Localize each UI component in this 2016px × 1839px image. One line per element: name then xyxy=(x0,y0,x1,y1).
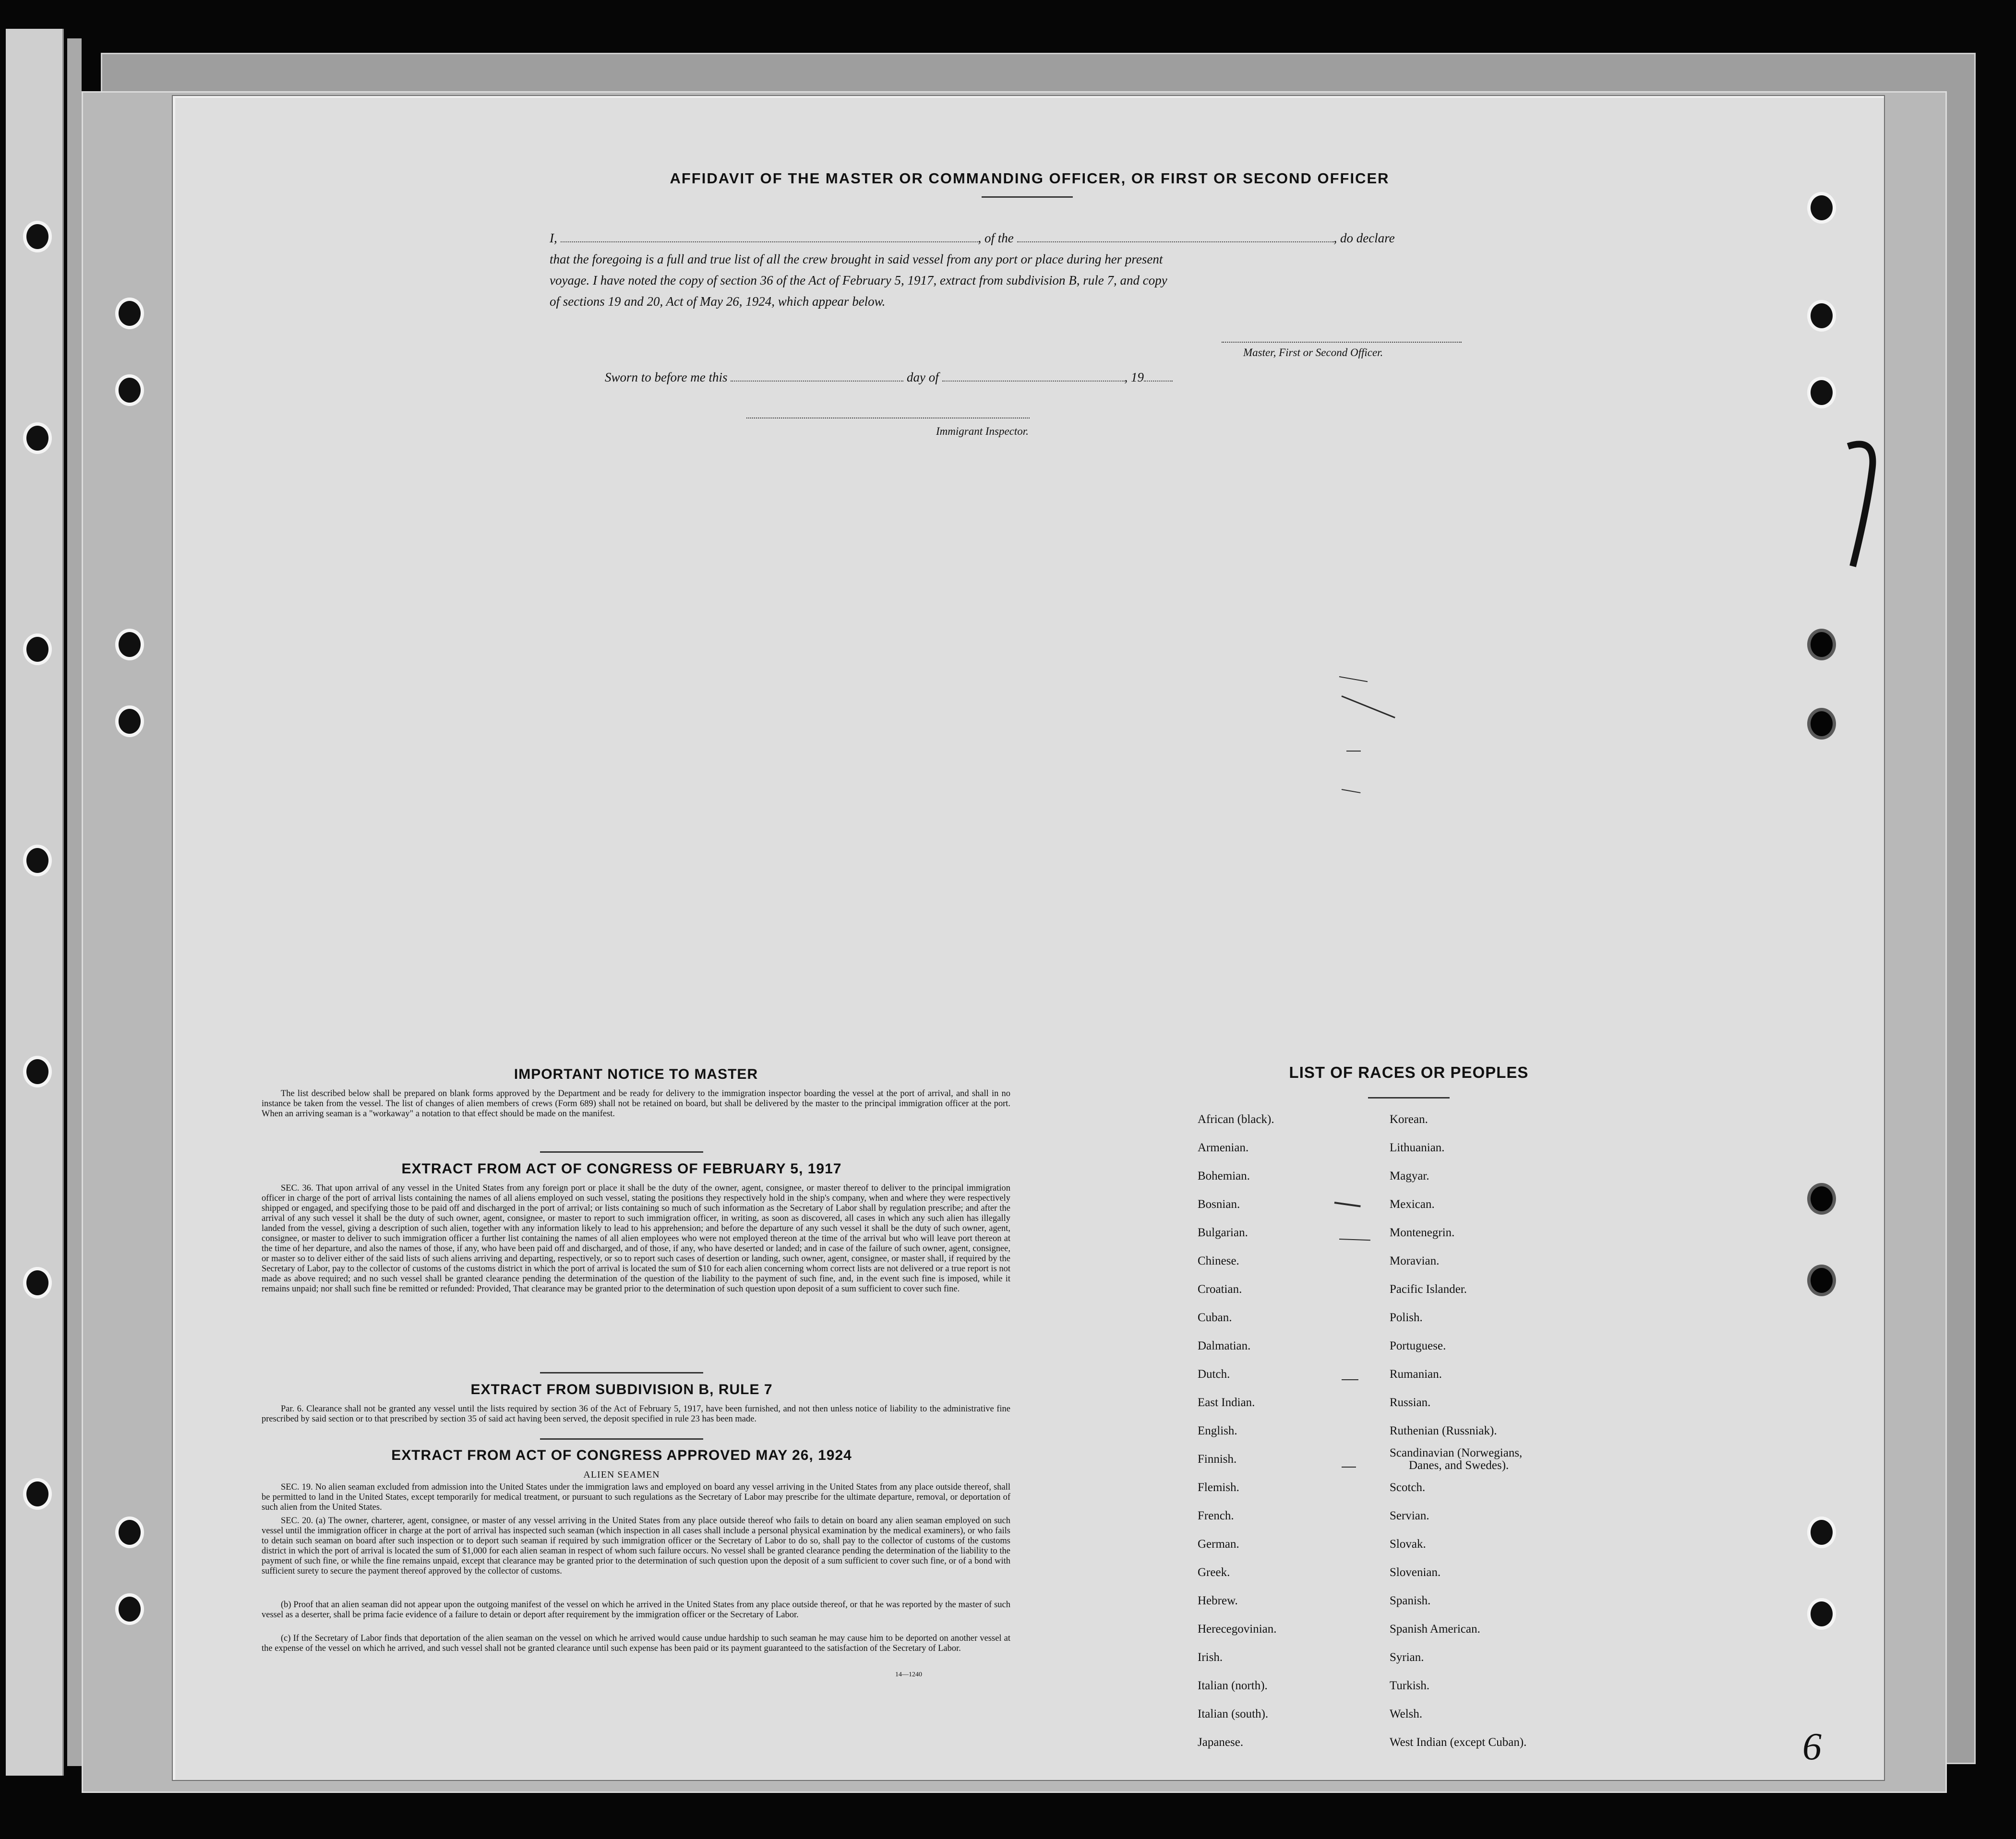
manifest-page xyxy=(173,96,1884,1780)
race-item: Herecegovinian. xyxy=(1198,1623,1277,1636)
race-item-label: Russian. xyxy=(1390,1396,1431,1409)
race-item xyxy=(1390,1170,1429,1183)
race-item xyxy=(1390,1481,1425,1494)
binder-hole xyxy=(1807,708,1836,740)
race-item: Irish. xyxy=(1198,1651,1223,1664)
page-number: 6 xyxy=(1802,1726,1822,1768)
race-item: Greek. xyxy=(1198,1566,1230,1579)
race-item-label: Mexican. xyxy=(1390,1198,1435,1211)
race-item xyxy=(1390,1708,1422,1721)
race-item: African (black). xyxy=(1198,1113,1274,1126)
race-item xyxy=(1390,1679,1429,1693)
pen-mark xyxy=(1341,695,1395,718)
binder-strip xyxy=(6,29,64,1776)
rule-7-body: Par. 6. Clearance shall not be granted any vessel until the lists required by section 36 of the Act of February 5, 1917, have been furnished, and not then unless notice of liability to the administrative fine prescribed by said section or to that prescribed by section 35 of said act having been served, the deposit specified in rule 23 has been made. xyxy=(262,1404,1010,1424)
handwritten-bracket xyxy=(1843,432,1901,585)
race-item xyxy=(1390,1141,1445,1155)
pen-mark xyxy=(1342,789,1361,793)
race-item xyxy=(1390,1538,1426,1551)
race-item xyxy=(1390,1254,1439,1268)
notice-rule xyxy=(540,1151,703,1153)
pen-mark xyxy=(1342,1467,1356,1468)
binder-hole xyxy=(23,221,52,252)
race-item-label: Spanish American. xyxy=(1390,1623,1480,1636)
race-item-label: Portuguese. xyxy=(1390,1339,1446,1352)
race-item xyxy=(1390,1198,1435,1211)
pen-mark xyxy=(1342,1379,1358,1380)
race-item-label: Scandinavian (Norwegians, xyxy=(1390,1446,1523,1459)
vessel-blank[interactable] xyxy=(1017,229,1334,242)
sworn-line: Sworn to before me this day of , 19 xyxy=(605,367,1469,388)
race-item-label: Lithuanian. xyxy=(1390,1141,1445,1154)
pen-mark xyxy=(1339,1239,1370,1241)
race-item xyxy=(1390,1311,1423,1325)
race-item-label: Magyar. xyxy=(1390,1170,1429,1182)
race-item: Cuban. xyxy=(1198,1311,1232,1324)
race-item: Italian (north). xyxy=(1198,1679,1268,1692)
act-1924-sec20a: SEC. 20. (a) The owner, charterer, agent, consignee, or master of any vessel arriving in the United States from any place outside thereof who fails to detain on board any alien seaman employed on such vessel until the immigration officer in charge at the port of arrival has inspected such seaman (which inspection in all cases shall include a personal physical examination by the medical examiners), or who fails to detain such seaman on board after such inspection or to deport such seaman if required by such immigration officer or the Secretary of Labor to do so, shall pay to the collector of customs of the customs district in which the port of arrival is located the sum of $1,000 for each alien seaman in respect of whom such failure occurs. No vessel shall be granted clearance pending the determination of the liability to the payment of such fine, or while the fine remains unpaid, except that clearance may be granted prior to the determination of such question upon the deposit of a sum sufficient to cover such fine, or of a bond with sufficient surety to secure the payment thereof approved by the collector of customs. xyxy=(262,1516,1010,1576)
binder-hole xyxy=(115,298,144,329)
race-item-label: Servian. xyxy=(1390,1509,1429,1522)
binder-hole xyxy=(1807,1517,1836,1548)
act-1924-sec20b: (b) Proof that an alien seaman did not appear upon the outgoing manifest of the vessel on which he arrived in the United States from any place outside thereof, or that he was reported by the master of such vessel as a deserter, shall be prima facie evidence of a failure to detain or deport after requirement by the immigration officer or the Secretary of Labor. xyxy=(262,1600,1010,1620)
binder-hole xyxy=(115,1593,144,1625)
inspector-caption: Immigrant Inspector. xyxy=(936,425,1029,437)
notice-title: IMPORTANT NOTICE TO MASTER xyxy=(514,1066,758,1082)
race-item-label: Turkish. xyxy=(1390,1679,1430,1692)
binder-hole xyxy=(1807,377,1836,408)
race-item xyxy=(1390,1594,1430,1608)
act-1917-title: EXTRACT FROM ACT OF CONGRESS OF FEBRUARY 5, 1917 xyxy=(401,1161,842,1177)
affidavit-line-1: I, , of the , do declare xyxy=(550,227,1673,249)
race-item xyxy=(1390,1226,1454,1240)
races-title: LIST OF RACES OR PEOPLES xyxy=(1289,1063,1529,1081)
binder-hole xyxy=(23,633,52,665)
act-1924-sec19: SEC. 19. No alien seaman excluded from admission into the United States under the immigration laws and employed on board any vessel arriving in the United States from any place outside thereof, shall be permitted to land in the United States, except temporarily for medical treatment, or pursuant to such regulations as the Secretary of Labor may prescribe for the ultimate departure, removal, or deportation of such alien from the United States. xyxy=(262,1482,1010,1512)
race-item: English. xyxy=(1198,1424,1237,1437)
binder-hole xyxy=(115,1517,144,1548)
master-signature-line[interactable] xyxy=(1222,342,1462,343)
binder-hole xyxy=(1807,192,1836,224)
binder-hole xyxy=(115,629,144,660)
race-item-label: Moravian. xyxy=(1390,1254,1440,1267)
race-item xyxy=(1390,1447,1522,1472)
race-item xyxy=(1390,1566,1440,1579)
race-item: Dalmatian. xyxy=(1198,1339,1251,1352)
sworn-month-blank[interactable] xyxy=(942,368,1125,382)
race-item: Finnish. xyxy=(1198,1453,1237,1466)
title-rule xyxy=(982,196,1073,198)
race-item: East Indian. xyxy=(1198,1396,1255,1409)
rule-7-rule xyxy=(540,1438,703,1440)
race-item-label: Montenegrin. xyxy=(1390,1226,1455,1239)
affidavit-line-3: voyage. I have noted the copy of section 36 of the Act of February 5, 1917, extract from subdivision B, rule 7, and copy xyxy=(550,273,1167,287)
binder-hole xyxy=(1807,1183,1836,1215)
race-item xyxy=(1390,1623,1480,1636)
races-rule xyxy=(1368,1097,1450,1099)
act-1917-body: SEC. 36. That upon arrival of any vessel in the United States from any foreign port or place it shall be the duty of the owner, agent, consignee, or master thereof to deliver to the principal immigration officer in charge of the port of arrival lists containing the names of all aliens employed on such vessel, stating the positions they respectively hold in the ship's company, when and where they were respectively shipped or engaged, and specifying those to be paid off and discharged in the port of arrival; or lists containing so much of such information as the Secretary of Labor shall by regulation prescribe; and after the arrival of any such vessel it shall be the duty of such owner, agent, consignee, or master to report to such immigration officer, in writing, as soon as discovered, all cases in which any such alien has illegally landed from the vessel, giving a description of such alien, together with any information likely to lead to his apprehension; and before the departure of any such vessel it shall be the duty of such owner, agent, consignee, or master to deliver to such immigration officer a further list containing the names of all alien employees who were not employed thereon at the time of the arrival but who will leave port thereon at the time of her departure, and also the names of those, if any, who have been paid off and discharged, and of those, if any, who have deserted or landed; and in case of the failure of such owner, agent, consignee, or master so to deliver either of the said lists of such aliens arriving and departing, respectively, or so to report such cases of desertion or landing, such owner, agent, consignee, or master shall, if required by the Secretary of Labor, pay to the collector of customs of the customs district in which the port of arrival is located the sum of $10 for each alien concerning whom correct lists are not delivered or a true report is not made as above required; and no such vessel shall be granted clearance pending the determination of the question of the liability to the payment of such fine, and, in the event such fine is imposed, while it remains unpaid; nor shall such fine be remitted or refunded: Provided, That clearance may be granted prior to the determination of such question upon deposit of a sum sufficient to cover such fine. xyxy=(262,1183,1010,1294)
binder-hole xyxy=(115,705,144,737)
binder-hole xyxy=(23,845,52,876)
pen-mark xyxy=(1339,676,1368,682)
binder-hole xyxy=(1807,300,1836,332)
binder-hole xyxy=(23,422,52,454)
affidavit-line-2: that the foregoing is a full and true list of all the crew brought in said vessel from any port or place during her present xyxy=(550,252,1163,266)
binder-hole xyxy=(23,1267,52,1299)
race-item: Dutch. xyxy=(1198,1368,1230,1381)
race-item xyxy=(1390,1424,1497,1438)
race-item: French. xyxy=(1198,1509,1234,1522)
act-1924-sec20c: (c) If the Secretary of Labor finds that deportation of the alien seaman on the vessel on which he arrived would cause undue hardship to such seaman he may cause him to be deported on another vessel at the expense of the vessel on which he arrived, and such vessel shall not be granted clearance until such expense has been paid or its payment guaranteed to the satisfaction of the Secretary of Labor. xyxy=(262,1634,1010,1653)
affidavit-title: AFFIDAVIT OF THE MASTER OR COMMANDING OFFICER, OR FIRST OR SECOND OFFICER xyxy=(670,170,1390,187)
race-item: Croatian. xyxy=(1198,1283,1242,1296)
pen-mark xyxy=(1346,751,1361,752)
race-item-label: Ruthenian (Russniak). xyxy=(1390,1424,1497,1437)
affidavit-line-4: of sections 19 and 20, Act of May 26, 1924, which appear below. xyxy=(550,294,886,309)
pen-mark xyxy=(1334,1202,1361,1207)
race-item: Chinese. xyxy=(1198,1254,1239,1267)
race-item: Japanese. xyxy=(1198,1736,1244,1749)
race-item xyxy=(1390,1113,1428,1126)
binder-strip-edge xyxy=(67,38,82,1766)
race-item-label: Welsh. xyxy=(1390,1708,1423,1720)
race-item xyxy=(1390,1509,1429,1523)
race-item-label: Slovenian. xyxy=(1390,1566,1441,1579)
race-item xyxy=(1390,1368,1442,1381)
affidavit-body xyxy=(550,227,1673,312)
act-1917-rule xyxy=(540,1372,703,1373)
race-item xyxy=(1390,1396,1430,1409)
race-item: Armenian. xyxy=(1198,1141,1249,1154)
race-item: Flemish. xyxy=(1198,1481,1239,1494)
binder-hole xyxy=(115,374,144,406)
race-item-label: Syrian. xyxy=(1390,1651,1424,1664)
race-item xyxy=(1390,1736,1526,1749)
race-item-continuation: Danes, and Swedes). xyxy=(1409,1459,1509,1472)
sworn-day-blank[interactable] xyxy=(731,368,903,382)
master-signature-caption: Master, First or Second Officer. xyxy=(1243,346,1383,358)
race-item-label: Polish. xyxy=(1390,1311,1423,1324)
race-item-label: Rumanian. xyxy=(1390,1368,1442,1381)
race-item: Bosnian. xyxy=(1198,1198,1240,1211)
race-item-label: West Indian (except Cuban). xyxy=(1390,1736,1527,1749)
race-item: Hebrew. xyxy=(1198,1594,1238,1607)
race-item: Bohemian. xyxy=(1198,1170,1250,1182)
race-item-label: Spanish. xyxy=(1390,1594,1431,1607)
race-item-label: Slovak. xyxy=(1390,1538,1426,1551)
race-item xyxy=(1390,1283,1467,1296)
rule-7-title: EXTRACT FROM SUBDIVISION B, RULE 7 xyxy=(470,1382,773,1397)
notice-body: The list described below shall be prepared on blank forms approved by the Department and be ready for delivery to the immigration inspector boarding the vessel at the port of arrival, and shall in no instance be taken from the vessel. The list of changes of alien members of crews (Form 689) shall not be retained on board, but shall be delivered by the master to the principal immigration officer at the port. When an arriving seaman is a "workaway" a notation to that effect should be made on the manifest. xyxy=(262,1089,1010,1119)
race-item-label: Korean. xyxy=(1390,1113,1428,1126)
binder-hole xyxy=(1807,1598,1836,1630)
binder-hole xyxy=(1807,629,1836,660)
form-number: 14—1240 xyxy=(895,1671,922,1678)
act-1924-title: EXTRACT FROM ACT OF CONGRESS APPROVED MAY 26, 1924 xyxy=(391,1447,852,1463)
race-item xyxy=(1390,1651,1424,1664)
act-1924-subtitle: ALIEN SEAMEN xyxy=(583,1469,660,1480)
race-item-label: Pacific Islander. xyxy=(1390,1283,1467,1296)
race-item: German. xyxy=(1198,1538,1239,1551)
binder-hole xyxy=(23,1478,52,1510)
race-item: Italian (south). xyxy=(1198,1708,1269,1720)
name-blank[interactable] xyxy=(561,229,978,242)
binder-hole xyxy=(23,1056,52,1087)
race-item: Bulgarian. xyxy=(1198,1226,1248,1239)
race-item-label: Scotch. xyxy=(1390,1481,1426,1494)
race-item xyxy=(1390,1339,1446,1353)
binder-hole xyxy=(1807,1265,1836,1296)
sworn-year-blank[interactable] xyxy=(1144,368,1173,382)
